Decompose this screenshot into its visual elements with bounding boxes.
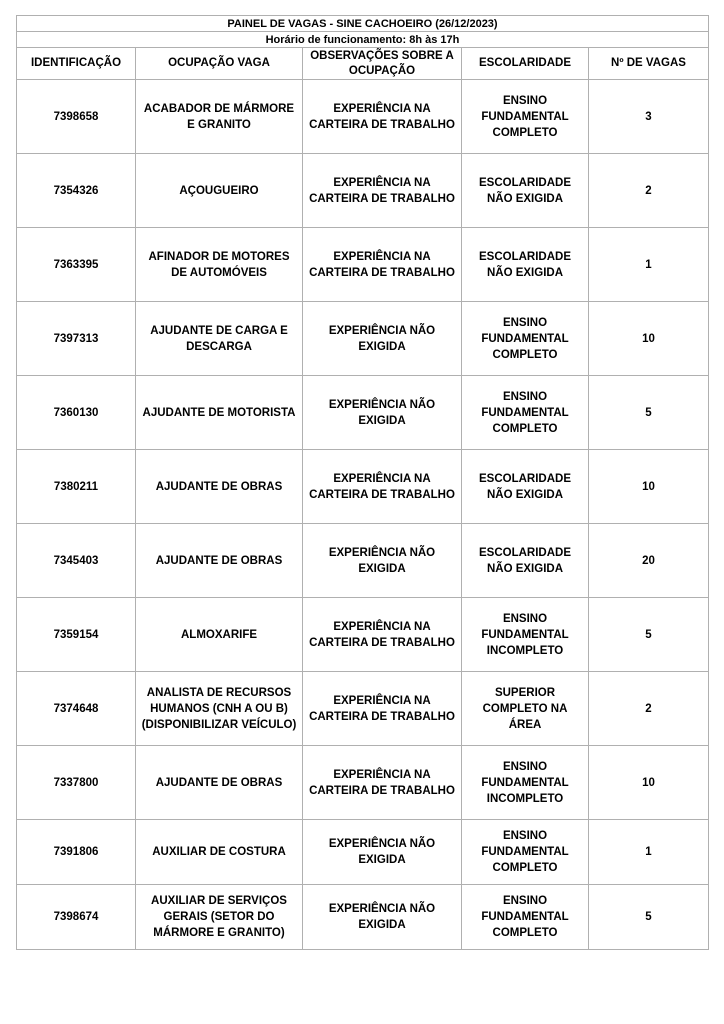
column-header-observations: OBSERVAÇÕES SOBRE A OCUPAÇÃO [303, 48, 462, 80]
cell-observations: EXPERIÊNCIA NA CARTEIRA DE TRABALHO [303, 598, 462, 672]
column-header-id: IDENTIFICAÇÃO [17, 48, 136, 80]
cell-observations: EXPERIÊNCIA NA CARTEIRA DE TRABALHO [303, 450, 462, 524]
cell-vacancies: 10 [589, 302, 709, 376]
cell-education: ENSINO FUNDAMENTAL COMPLETO [462, 80, 589, 154]
cell-occupation: AJUDANTE DE OBRAS [136, 524, 303, 598]
cell-vacancies: 5 [589, 885, 709, 950]
cell-observations: EXPERIÊNCIA NÃO EXIGIDA [303, 885, 462, 950]
cell-vacancies: 2 [589, 154, 709, 228]
cell-occupation: ANALISTA DE RECURSOS HUMANOS (CNH A OU B) (DISPONIBILIZAR VEÍCULO) [136, 672, 303, 746]
table-row [17, 746, 709, 820]
cell-vacancies: 5 [589, 376, 709, 450]
cell-vacancies: 20 [589, 524, 709, 598]
cell-education: ESCOLARIDADE NÃO EXIGIDA [462, 154, 589, 228]
cell-id: 7354326 [17, 154, 136, 228]
cell-id: 7363395 [17, 228, 136, 302]
cell-id: 7374648 [17, 672, 136, 746]
cell-id: 7397313 [17, 302, 136, 376]
cell-vacancies: 5 [589, 598, 709, 672]
cell-occupation: AJUDANTE DE MOTORISTA [136, 376, 303, 450]
cell-vacancies: 1 [589, 228, 709, 302]
table-row [17, 672, 709, 746]
cell-vacancies: 10 [589, 450, 709, 524]
cell-education: ENSINO FUNDAMENTAL COMPLETO [462, 302, 589, 376]
table-header [17, 48, 709, 80]
table-row [17, 450, 709, 524]
cell-education: ENSINO FUNDAMENTAL INCOMPLETO [462, 746, 589, 820]
table-row [17, 302, 709, 376]
column-header-vacancies: Nº DE VAGAS [589, 48, 709, 80]
cell-education: SUPERIOR COMPLETO NA ÁREA [462, 672, 589, 746]
cell-id: 7345403 [17, 524, 136, 598]
table-row [17, 820, 709, 885]
page-title: PAINEL DE VAGAS - SINE CACHOEIRO (26/12/2023) [17, 16, 709, 32]
cell-id: 7398658 [17, 80, 136, 154]
cell-occupation: ACABADOR DE MÁRMORE E GRANITO [136, 80, 303, 154]
cell-observations: EXPERIÊNCIA NA CARTEIRA DE TRABALHO [303, 672, 462, 746]
cell-education: ENSINO FUNDAMENTAL COMPLETO [462, 820, 589, 885]
cell-occupation: AJUDANTE DE CARGA E DESCARGA [136, 302, 303, 376]
cell-occupation: AJUDANTE DE OBRAS [136, 746, 303, 820]
cell-observations: EXPERIÊNCIA NA CARTEIRA DE TRABALHO [303, 154, 462, 228]
cell-vacancies: 1 [589, 820, 709, 885]
cell-vacancies: 3 [589, 80, 709, 154]
column-header-occupation: OCUPAÇÃO VAGA [136, 48, 303, 80]
cell-vacancies: 2 [589, 672, 709, 746]
cell-occupation: AJUDANTE DE OBRAS [136, 450, 303, 524]
cell-observations: EXPERIÊNCIA NÃO EXIGIDA [303, 302, 462, 376]
cell-observations: EXPERIÊNCIA NÃO EXIGIDA [303, 376, 462, 450]
table-row [17, 524, 709, 598]
column-header-education: ESCOLARIDADE [462, 48, 589, 80]
cell-observations: EXPERIÊNCIA NÃO EXIGIDA [303, 524, 462, 598]
cell-education: ENSINO FUNDAMENTAL INCOMPLETO [462, 598, 589, 672]
table-row [17, 376, 709, 450]
cell-occupation: AFINADOR DE MOTORES DE AUTOMÓVEIS [136, 228, 303, 302]
cell-education: ENSINO FUNDAMENTAL COMPLETO [462, 885, 589, 950]
cell-occupation: ALMOXARIFE [136, 598, 303, 672]
cell-observations: EXPERIÊNCIA NA CARTEIRA DE TRABALHO [303, 80, 462, 154]
cell-occupation: AUXILIAR DE SERVIÇOS GERAIS (SETOR DO MÁRMORE E GRANITO) [136, 885, 303, 950]
cell-education: ESCOLARIDADE NÃO EXIGIDA [462, 524, 589, 598]
cell-observations: EXPERIÊNCIA NA CARTEIRA DE TRABALHO [303, 746, 462, 820]
cell-id: 7359154 [17, 598, 136, 672]
cell-observations: EXPERIÊNCIA NA CARTEIRA DE TRABALHO [303, 228, 462, 302]
cell-education: ENSINO FUNDAMENTAL COMPLETO [462, 376, 589, 450]
cell-id: 7337800 [17, 746, 136, 820]
table-row [17, 228, 709, 302]
table-row [17, 154, 709, 228]
table-row [17, 885, 709, 950]
vacancies-table [16, 15, 709, 950]
cell-id: 7360130 [17, 376, 136, 450]
opening-hours: Horário de funcionamento: 8h às 17h [17, 32, 709, 48]
cell-occupation: AUXILIAR DE COSTURA [136, 820, 303, 885]
cell-education: ESCOLARIDADE NÃO EXIGIDA [462, 228, 589, 302]
cell-id: 7391806 [17, 820, 136, 885]
cell-occupation: AÇOUGUEIRO [136, 154, 303, 228]
cell-vacancies: 10 [589, 746, 709, 820]
cell-id: 7380211 [17, 450, 136, 524]
cell-education: ESCOLARIDADE NÃO EXIGIDA [462, 450, 589, 524]
cell-observations: EXPERIÊNCIA NÃO EXIGIDA [303, 820, 462, 885]
table-row [17, 598, 709, 672]
cell-id: 7398674 [17, 885, 136, 950]
table-row [17, 80, 709, 154]
